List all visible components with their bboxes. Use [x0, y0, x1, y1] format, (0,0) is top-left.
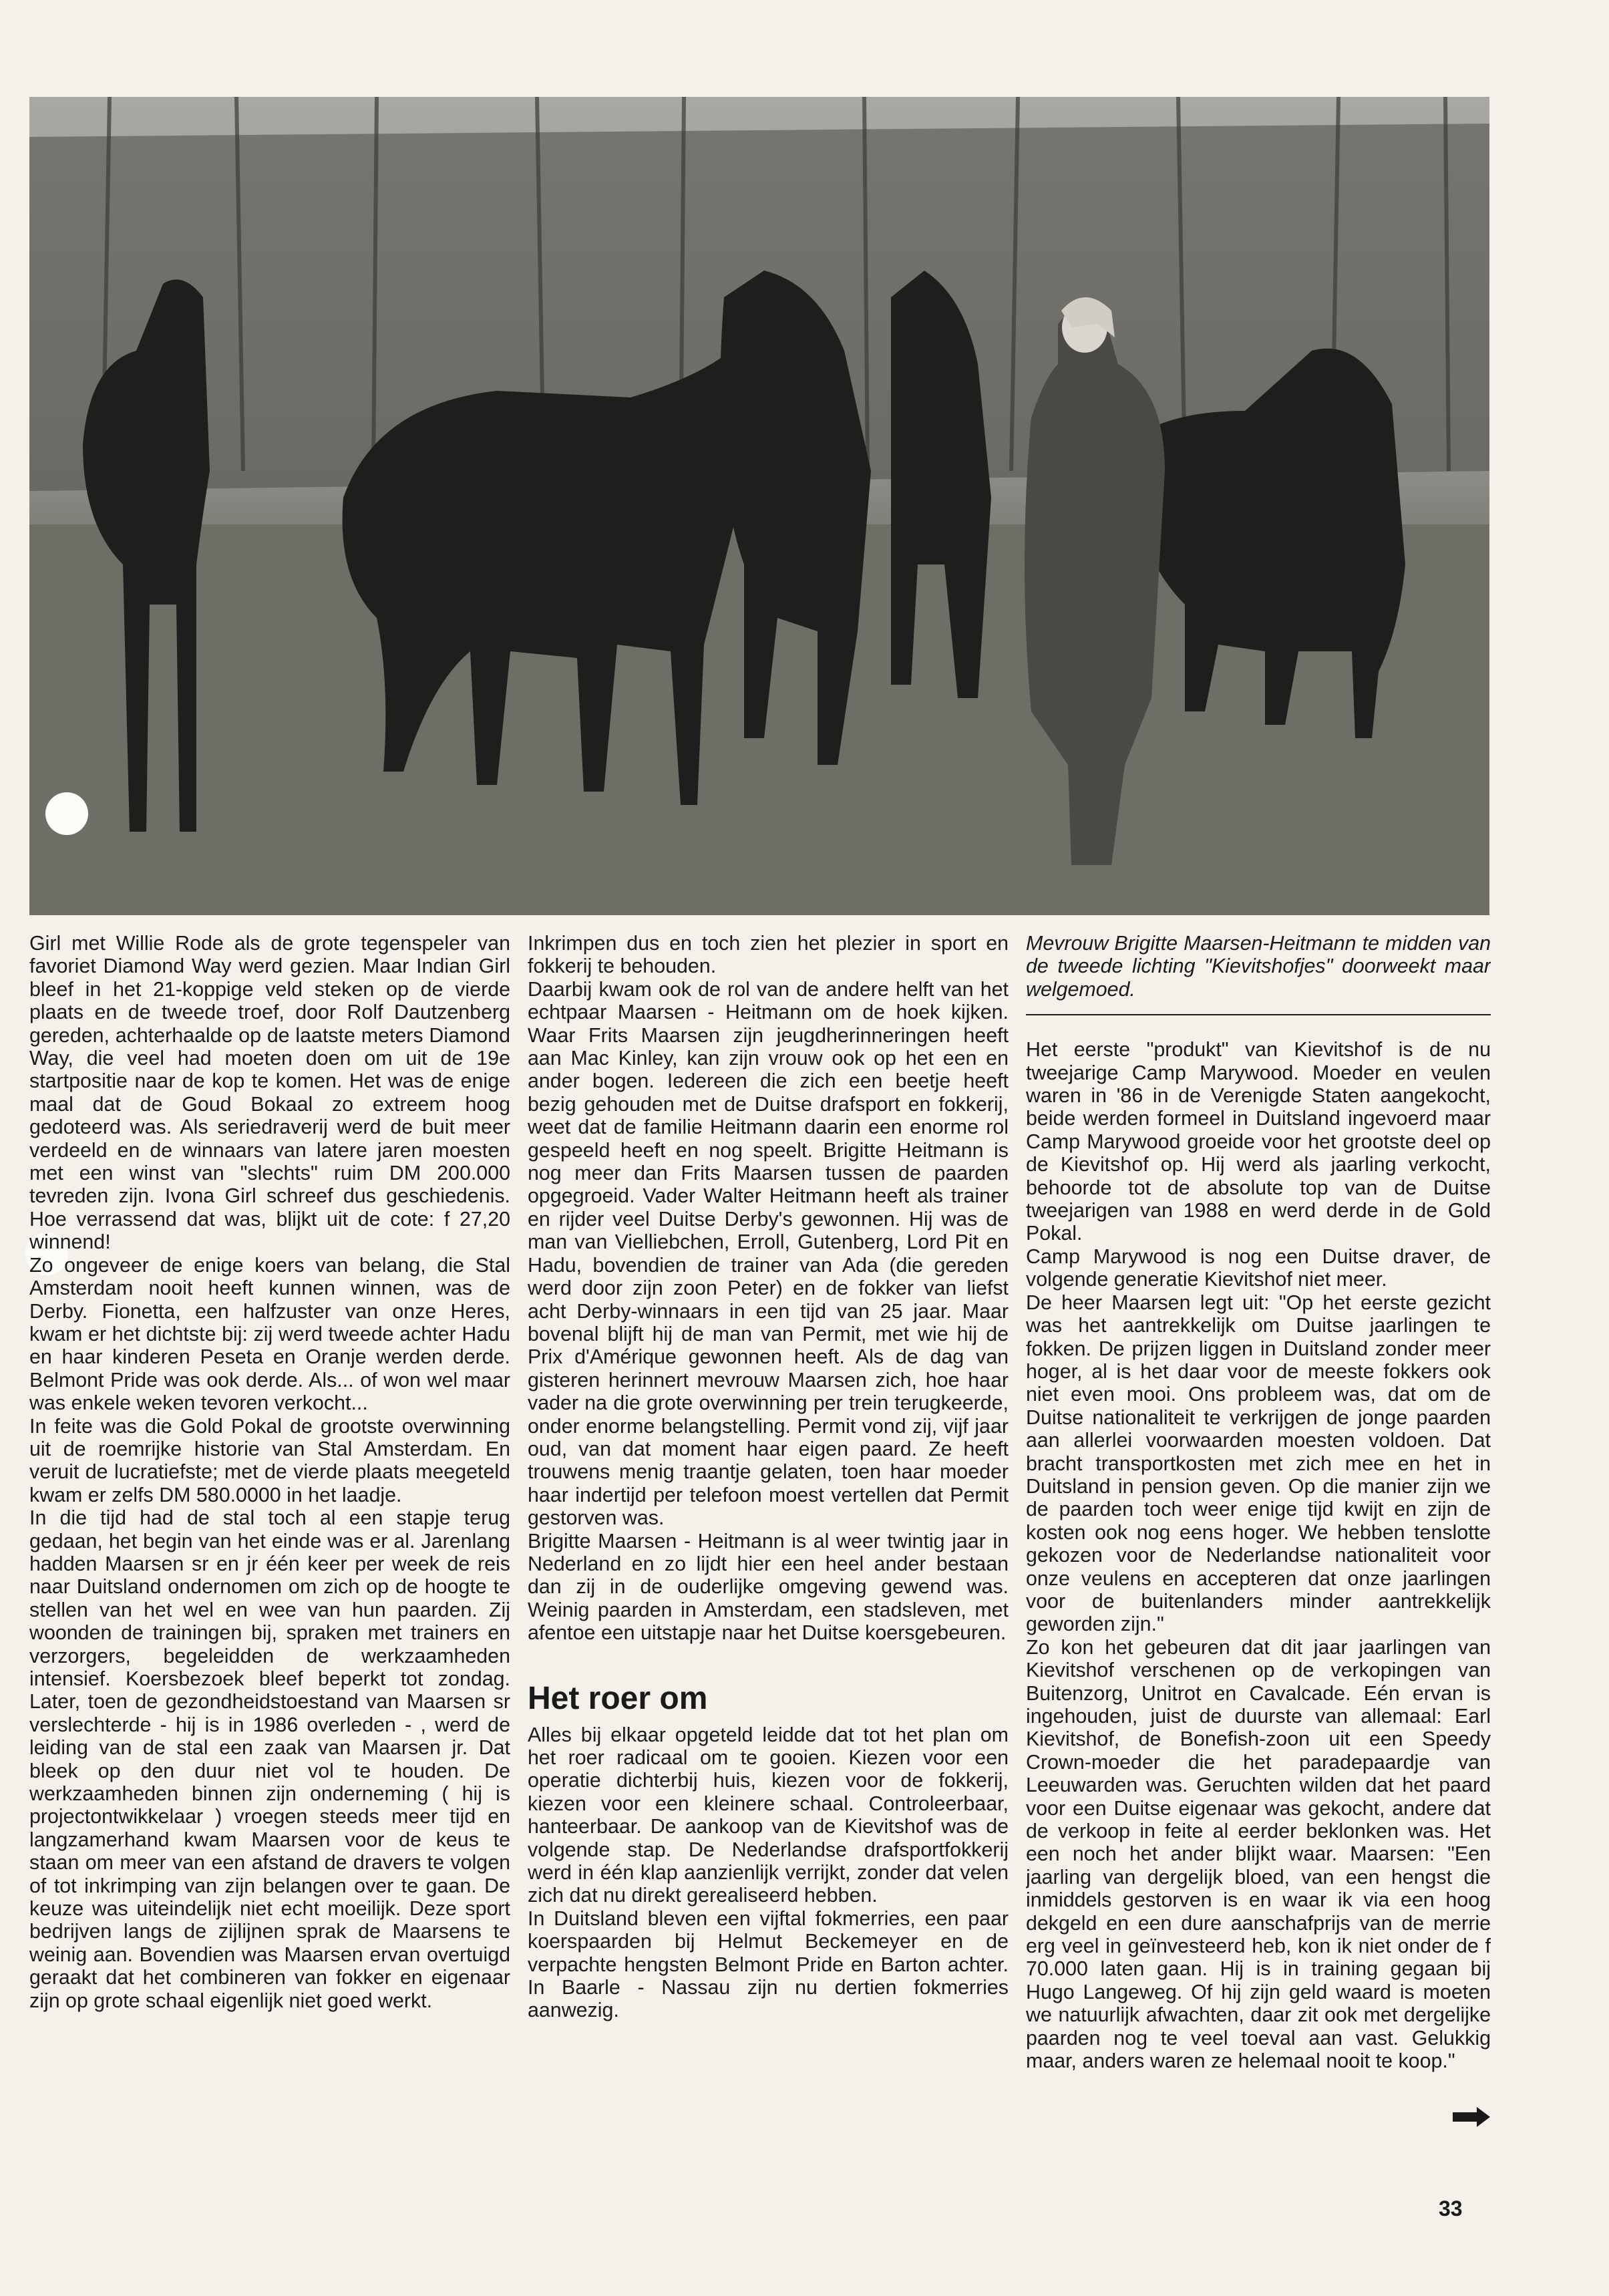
column-3 [1026, 932, 1491, 2168]
paragraph: Daarbij kwam ook de rol van de andere helft van het echtpaar Maarsen - Heitmann om de hoek kijken. Waar Frits Maarsen zijn jeugdherinneringen heeft aan Mac Kinley, kan zijn vrouw ook op het een en ander bogen. Iedereen die zich een beetje heeft bezig gehouden met de Duitse drafsport en fokkerij, weet dat de familie Heitmann daarin een enorme rol gespeeld heeft en nog speelt. Brigitte Heitmann is nog meer dan Frits Maarsen tussen de paarden opgegroeid. Vader Walter Heitmann heeft als trainer en rijder veel Duitse Derby's gewonnen. Hij was de man van Vielliebchen, Erroll, Gutenberg, Lord Pit en Hadu, bovendien de trainer van Ada (die gereden werd door zijn zoon Peter) en de fokker van liefst acht Derby-winnaars in een tijd van 25 jaar. Maar bovenal blijft hij de man van Permit, met wie hij de Prix d'Amérique gewonnen heeft. Als de dag van gisteren herinnert mevrouw Maarsen zich, hoe haar vader na die grote overwinning per trein terugkeerde, onder enorme belangstelling. Permit vond zij, vijf jaar oud, van dat moment haar eigen paard. Ze heeft trouwens menig traantje gelaten, toen haar moeder haar indertijd per telefoon moest vertellen dat Permit gestorven was. [528, 977, 1009, 1530]
photo-caption: Mevrouw Brigitte Maarsen-Heitmann te midden van de tweede lichting "Kievitshofjes" doorweekt maar welgemoed. [1026, 932, 1491, 1001]
paragraph: Camp Marywood is nog een Duitse draver, de volgende generatie Kievitshof niet meer. [1026, 1245, 1491, 1291]
punch-hole-top [45, 792, 88, 835]
paragraph: Alles bij elkaar opgeteld leidde dat tot het plan om het roer radicaal om te gooien. Kiezen voor een operatie dichterbij huis, kiezen voor de fokkerij, kiezen voor een kleinere schaal. Controleerbaar, hanteerbaar. De aankoop van de Kievitshof was de volgende stap. De Nederlandse drafsportfokkerij werd in één klap aanzienlijk verrijkt, zonder dat velen zich dat nu direkt gerealiseerd hebben. [528, 1723, 1009, 1907]
horses-photo [29, 97, 1489, 915]
paragraph: In feite was die Gold Pokal de grootste overwinning uit de roemrijke historie van Stal Amsterdam. En veruit de lucratiefste; met de vierde plaats meegeteld kwam er zelfs DM 580.0000 in het laadje. [29, 1414, 510, 1506]
horses-photo-icon [29, 97, 1489, 915]
paragraph: Zo kon het gebeuren dat dit jaar jaarlingen van Kievitshof verschenen op de verkopingen van Buitenzorg, Unitrot en Cavalcade. Eén ervan is ingehouden, juist de duurste van allemaal: Earl Kievitshof, de Bonefish-zoon uit een Speedy Crown-moeder die het paradepaardje van Leeuwarden was. Geruchten wilden dat het paard voor een Duitse eigenaar was gekocht, andere dat de verkoop in feite al eerder beklonken was. Het een noch het ander blijkt waar. Maarsen: "Een jaarling van dergelijk bloed, van een hengst die inmiddels gestorven is en waar ik via een hoog dekgeld en een dure aanschafprijs van de merrie erg veel in geïnvesteerd heb, kon ik niet onder de f 70.000 laten gaan. Hij is in training gegaan bij Hugo Langeweg. Of hij zijn geld waard is moeten we natuurlijk afwachten, daar zit ook met dergelijke paarden nog te veel toeval aan vast. Gelukkig maar, anders waren ze helemaal nooit te koop." [1026, 1635, 1491, 2073]
page-number: 33 [1439, 2196, 1463, 2221]
paragraph: Inkrimpen dus en toch zien het plezier in sport en fokkerij te behouden. [528, 932, 1009, 978]
paragraph: Brigitte Maarsen - Heitmann is al weer twintig jaar in Nederland en zo lijdt hier een heel ander bestaan dan zij in de ouderlijke omgeving gewend was. Weinig paarden in Amsterdam, een stadsleven, met afentoe een uitstapje naar het Duitse koersgebeuren. [528, 1529, 1009, 1645]
caption-divider [1026, 1014, 1491, 1015]
paragraph: De heer Maarsen legt uit: "Op het eerste gezicht was het aantrekkelijk om Duitse jaarlingen te fokken. De prijzen liggen in Duitsland zonder meer hoger, al is het daar voor de meeste fokkers ook niet even mooi. Ons probleem was, dat om de Duitse nationaliteit te verkrijgen de jonge paarden aan allerlei voorwaarden moesten voldoen. Dat bracht transportkosten met zich mee en het in Duitsland in pension geven. Op die manier zijn we de paarden toch weer enige tijd kwijt en zijn de kosten ook nog eens hoger. We hebben tenslotte gekozen voor de Nederlandse nationaliteit voor onze veulens en accepteren dat onze jaarlingen voor de buitenlanders minder aantrekkelijk geworden zijn." [1026, 1291, 1491, 1636]
arrow-right-icon [1453, 2107, 1490, 2127]
column-1 [29, 932, 510, 2168]
section-heading: Het roer om [528, 1680, 708, 1716]
column-2 [528, 932, 1009, 2168]
paragraph: Zo ongeveer de enige koers van belang, die Stal Amsterdam nooit heeft kunnen winnen, was de Derby. Fionetta, een halfzuster van onze Heres, kwam er het dichtste bij: zij werd tweede achter Hadu en haar kinderen Peseta en Oranje werden derde. Belmont Pride was ook derde. Als... of won wel maar was enkele weken tevoren verkocht... [29, 1253, 510, 1415]
paragraph: In Duitsland bleven een vijftal fokmerries, een paar koerspaarden bij Helmut Beckemeyer en de verpachte hengsten Belmont Pride en Barton achter. In Baarle - Nassau zijn nu dertien fokmerries aanwezig. [528, 1907, 1009, 2022]
paragraph: In die tijd had de stal toch al een stapje terug gedaan, het begin van het einde was er al. Jarenlang hadden Maarsen sr en jr één keer per week de reis naar Duitsland ondernomen om zich op de hoogte te stellen van het wel en wee van hun paarden. Zij woonden de trainingen bij, spraken met trainers en verzorgers, begeleidden de werkzaamheden intensief. Koersbezoek bleef beperkt tot zondag. Later, toen de gezondheidstoestand van Maarsen sr verslechterde - hij is in 1986 overleden - , werd de leiding van de stal een zaak van Maarsen jr. Dat bleek op den duur niet vol te houden. De werkzaamheden binnen zijn onderneming ( hij is projectontwikkelaar ) vroegen steeds meer tijd en langzamerhand kwam Maarsen voor de keus te staan om meer van een afstand de dravers te volgen of tot inkrimping van zijn belangen over te gaan. De keuze was uiteindelijk niet echt moeilijk. Deze sport bedrijven langs de zijlijnen sprak de Maarsens te weinig aan. Bovendien was Maarsen ervan overtuigd geraakt dat het combineren van fokker en eigenaar zijn op grote schaal eigenlijk niet goed werkt. [29, 1506, 510, 2012]
paragraph: Het eerste "produkt" van Kievitshof is de nu tweejarige Camp Marywood. Moeder en veulen waren in '86 in de Verenigde Staten aangekocht, beide werden formeel in Duitsland ingevoerd maar Camp Marywood groeide voor het grootste deel op de Kievitshof op. Hij werd als jaarling verkocht, behoorde tot de absolute top van de Duitse tweejarigen van 1988 en werd derde in de Gold Pokal. [1026, 1038, 1491, 1245]
paragraph: Girl met Willie Rode als de grote tegenspeler van favoriet Diamond Way werd gezien. Maar Indian Girl bleef in het 21-koppige veld steken op de vierde plaats en de tweede troef, door Rolf Dautzenberg gereden, achterhaalde op de laatste meters Diamond Way, die veel had moeten doen om uit de 19e startpositie naar de kop te komen. Het was de enige maal dat de Goud Bokaal zo extreem hoog gedoteerd was. Als seriedraverij werd de buit meer verdeeld en de winnaars van latere jaren moesten met een winst van "slechts" ruim DM 200.000 tevreden zijn. Ivona Girl schreef dus geschiedenis. Hoe verrassend dat was, blijkt uit de cote: f 27,20 winnend! [29, 932, 510, 1254]
